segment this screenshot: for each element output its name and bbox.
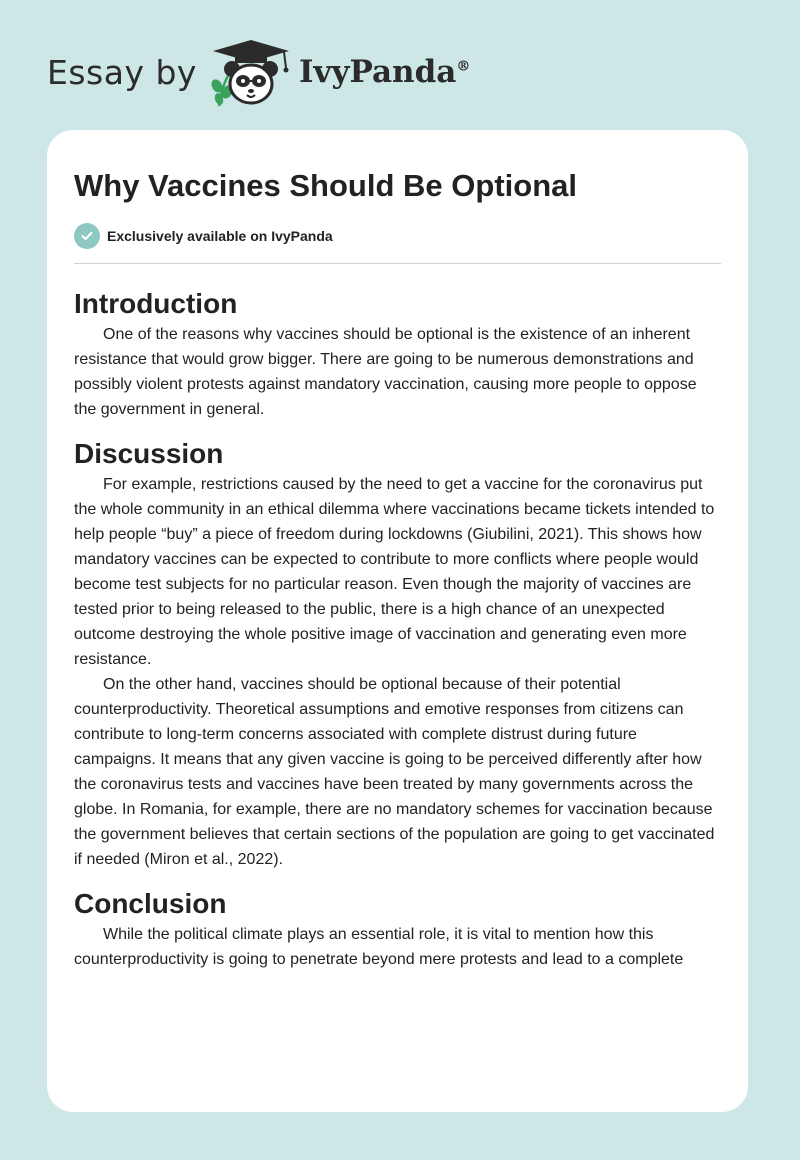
- section-discussion: [74, 436, 721, 872]
- brand-header: [47, 36, 470, 108]
- brand-prefix: Essay by: [47, 52, 197, 92]
- page-title: Why Vaccines Should Be Optional: [74, 168, 577, 203]
- badge-text: Exclusively available on IvyPanda: [107, 228, 333, 244]
- essay-card: [47, 130, 748, 1112]
- paragraph: While the political climate plays an essential role, it is vital to mention how this counterproductivity is going to penetrate beyond mere protests and lead to a complete: [74, 926, 684, 968]
- exclusive-badge: [74, 223, 721, 249]
- check-circle-icon: [74, 223, 100, 249]
- section-conclusion: [74, 886, 721, 972]
- title-divider: [74, 263, 721, 264]
- paragraph: One of the reasons why vaccines should be optional is the existence of an inherent resistance that would grow bigger. There are going to be numerous demonstrations and possibly violent protests against mandatory vaccination, causing more people to oppose the government in general.: [74, 326, 697, 418]
- section-introduction: [74, 286, 721, 422]
- panda-graduate-icon: [205, 36, 297, 108]
- paragraph: For example, restrictions caused by the need to get a vaccine for the coronavirus put the whole community in an ethical dilemma where vaccinations became tickets intended to help people “buy” a piece of freedom during lockdowns (Giubilini, 2021). This shows how mandatory vaccines can be expected to contribute to more conflicts where people would become test subjects for no particular reason. Even though the majority of vaccines are tested prior to being released to the public, there is a high chance of an unexpected outcome destroying the whole positive image of vaccination and generating even more resistance.: [74, 476, 715, 668]
- paragraph: On the other hand, vaccines should be optional because of their potential counterproductivity. Theoretical assumptions and emotive responses from citizens can contribute to long-term concerns associated with complete distrust during future campaigns. It means that any given vaccine is going to be perceived differently after how the coronavirus tests and vaccines have been treated by many governments across the globe. In Romania, for example, there are no mandatory schemes for vaccination because the government believes that certain sections of the population are going to get vaccinated if needed (Miron et al., 2022).: [74, 676, 715, 868]
- section-heading: Discussion: [74, 438, 224, 469]
- registered-mark: ®: [456, 58, 471, 75]
- section-heading: Introduction: [74, 288, 238, 319]
- section-heading: Conclusion: [74, 888, 227, 919]
- brand-name: IvyPanda®: [298, 54, 471, 90]
